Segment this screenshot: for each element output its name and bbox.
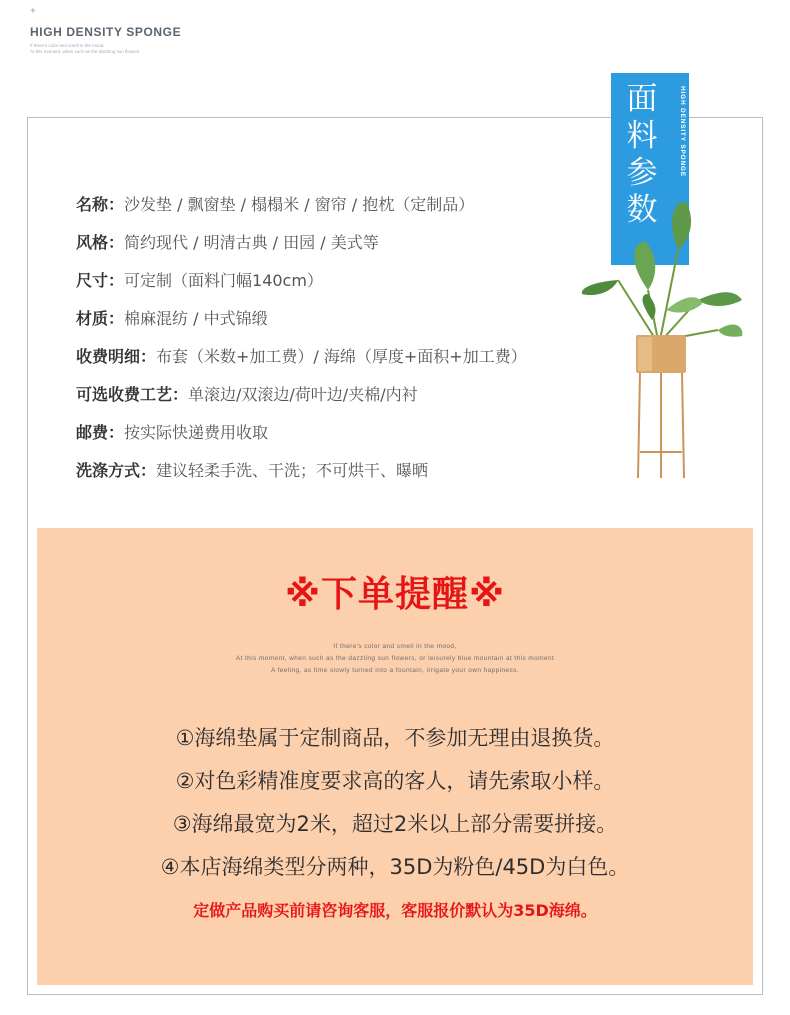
notice-title: ※下单提醒※ — [285, 574, 505, 615]
tag-title-char: 数 — [626, 192, 658, 228]
notice-red-line: 定做产品购买前请咨询客服，客服报价默认为35D海绵。 — [193, 901, 597, 920]
spec-item-options — [76, 374, 527, 412]
brand-title: HIGH DENSITY SPONGE — [30, 25, 182, 39]
plant-stand — [638, 373, 684, 478]
notice-english-line: If there's color and smell in the mood, — [333, 643, 457, 650]
spec-label: 洗涤方式： — [76, 460, 157, 480]
header-plus-mark: + — [30, 6, 36, 17]
potted-plant-image — [578, 190, 744, 482]
spec-value: 简约现代 / 明清古典 / 田园 / 美式等 — [124, 232, 379, 252]
spec-value: 建议轻柔手洗、干洗；不可烘干、曝晒 — [156, 460, 429, 480]
spec-item-fees — [76, 336, 527, 374]
plant-stems — [618, 250, 718, 340]
spec-value: 按实际快递费用收取 — [124, 422, 269, 442]
spec-value: 可定制（面料门幅140cm） — [124, 270, 323, 290]
tag-title-char: 参 — [626, 155, 658, 191]
plant-leaves — [582, 202, 743, 337]
spec-item-style — [76, 222, 527, 260]
spec-item-size — [76, 260, 527, 298]
spec-item-material — [76, 298, 527, 336]
spec-value: 沙发垫 / 飘窗垫 / 榻榻米 / 窗帘 / 抱枕（定制品） — [124, 194, 475, 214]
brand-subtitle-line: At this moment, when such as the dazzling sun flowers — [30, 49, 140, 54]
plant-pot-highlight — [638, 337, 652, 371]
notice-item: ②对色彩精准度要求高的客人，请先索取小样。 — [175, 769, 615, 793]
spec-label: 收费明细： — [76, 346, 157, 366]
notice-english-line: At this moment, when such as the dazzling sun flowers, or leisurely blue mountain at this moment — [235, 655, 555, 662]
brand-subtitle-line: If there's color and smell in the mood, — [30, 43, 105, 48]
spec-value: 单滚边/双滚边/荷叶边/夹棉/内衬 — [188, 384, 418, 404]
spec-item-name — [76, 184, 527, 222]
tag-title-char: 料 — [626, 118, 658, 154]
spec-list — [76, 184, 527, 488]
spec-label: 邮费： — [76, 422, 125, 442]
spec-label: 名称： — [76, 194, 125, 214]
spec-label: 材质： — [76, 308, 125, 328]
tag-side-text: HIGH DENSITY SPONGE — [679, 86, 686, 177]
spec-label: 可选收费工艺： — [76, 384, 189, 404]
spec-item-washing — [76, 450, 527, 488]
spec-value: 布套（米数+加工费）/ 海绵（厚度+面积+加工费） — [156, 346, 527, 366]
notice-item: ①海绵垫属于定制商品，不参加无理由退换货。 — [175, 726, 615, 750]
notice-item: ④本店海绵类型分两种，35D为粉色/45D为白色。 — [160, 855, 630, 879]
spec-value: 棉麻混纺 / 中式锦缎 — [124, 308, 268, 328]
tag-title-char: 面 — [626, 81, 658, 117]
spec-label: 尺寸： — [76, 270, 125, 290]
notice-item: ③海绵最宽为2米，超过2米以上部分需要拼接。 — [172, 812, 618, 836]
brand-subtitle — [30, 43, 139, 55]
tag-plus-mark: + — [691, 76, 696, 85]
notice-english-line: A feeling, as time slowly turned into a fountain, irrigate your own happiness. — [271, 667, 519, 674]
spec-label: 风格： — [76, 232, 125, 252]
spec-item-shipping — [76, 412, 527, 450]
